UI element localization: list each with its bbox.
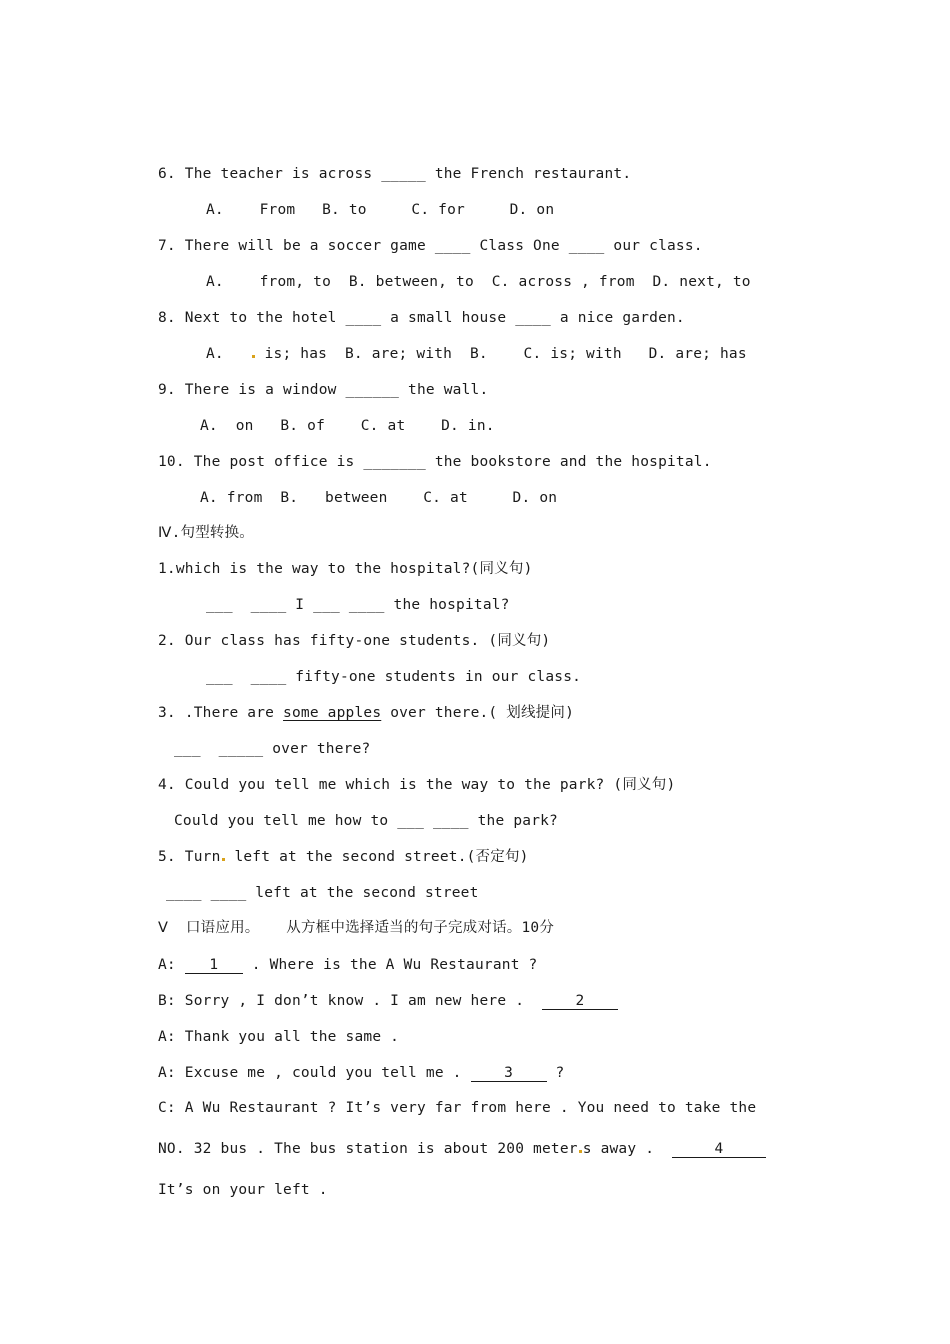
transform-4-answer: Could you tell me how to ___ ____ the park?	[174, 813, 558, 829]
question-8: 8. Next to the hotel ____ a small house ____ a nice garden.	[158, 310, 685, 326]
answer-blank-3: 3	[471, 1065, 547, 1082]
dialogue-line-1	[158, 955, 537, 975]
dialogue-1-post: . Where is the A Wu Restaurant ?	[242, 957, 538, 973]
question-9-options: A. on B. of C. at D. in.	[200, 418, 495, 434]
dialogue-line-3: A: Thank you all the same .	[158, 1029, 400, 1045]
dialogue-6-a: NO. 32 bus . The bus station is about 200 meter	[158, 1141, 578, 1157]
question-9: 9. There is a window ______ the wall.	[158, 382, 489, 398]
section-4-heading: Ⅳ.句型转换。	[158, 525, 255, 541]
transform-4: 4. Could you tell me which is the way to the park? (同义句)	[158, 777, 676, 793]
transform-5-answer: ____ ____ left at the second street	[166, 885, 479, 901]
question-6: 6. The teacher is across _____ the French restaurant.	[158, 166, 632, 182]
transform-2-answer: ___ ____ fifty-one students in our class.	[206, 669, 582, 685]
stray-mark	[579, 1150, 582, 1153]
stray-mark	[222, 858, 225, 861]
section-5-heading: Ⅴ 口语应用。 从方框中选择适当的句子完成对话。10分	[158, 920, 555, 936]
transform-3-answer: ___ _____ over there?	[174, 741, 371, 757]
question-8-options-b: is; has B. are; with B. C. is; with D. are; has	[255, 346, 747, 362]
transform-5	[158, 847, 529, 867]
stray-mark	[252, 355, 255, 358]
question-7: 7. There will be a soccer game ____ Class One ____ our class.	[158, 238, 703, 254]
answer-blank-2: 2	[542, 993, 618, 1010]
dialogue-6-b: s away .	[582, 1141, 673, 1157]
transform-5-a: 5. Turn	[158, 849, 221, 865]
transform-3-pre: 3. .There are	[158, 705, 284, 721]
question-10-options: A. from B. between C. at D. on	[200, 490, 558, 506]
question-10: 10. The post office is _______ the bookstore and the hospital.	[158, 454, 712, 470]
dialogue-4-post: ?	[546, 1065, 565, 1081]
transform-5-b: left at the second street.(否定句)	[225, 849, 529, 865]
dialogue-1-pre: A:	[158, 957, 185, 973]
dialogue-line-6	[158, 1139, 766, 1159]
underlined-phrase: some apples	[283, 705, 382, 721]
question-7-options: A. from, to B. between, to C. across , from D. next, to	[206, 274, 751, 290]
dialogue-2-pre: B: Sorry , I don’t know . I am new here .	[158, 993, 542, 1009]
question-8-options	[206, 344, 747, 364]
transform-3	[158, 703, 574, 723]
answer-blank-1: 1	[185, 957, 243, 974]
transform-2: 2. Our class has fifty-one students. (同义句)	[158, 633, 551, 649]
transform-3-post: over there.( 划线提问)	[381, 705, 575, 721]
transform-1-answer: ___ ____ I ___ ____ the hospital?	[206, 597, 510, 613]
question-8-options-a: A.	[206, 346, 251, 362]
transform-1: 1.which is the way to the hospital?(同义句)	[158, 561, 533, 577]
answer-blank-4: 4	[672, 1141, 766, 1158]
dialogue-line-4	[158, 1063, 564, 1083]
question-6-options: A. From B. to C. for D. on	[206, 202, 555, 218]
dialogue-line-7: It’s on your left .	[158, 1182, 328, 1198]
dialogue-4-pre: A: Excuse me , could you tell me .	[158, 1065, 471, 1081]
dialogue-line-5: C: A Wu Restaurant ? It’s very far from here . You need to take the	[158, 1100, 757, 1116]
dialogue-line-2	[158, 991, 618, 1011]
